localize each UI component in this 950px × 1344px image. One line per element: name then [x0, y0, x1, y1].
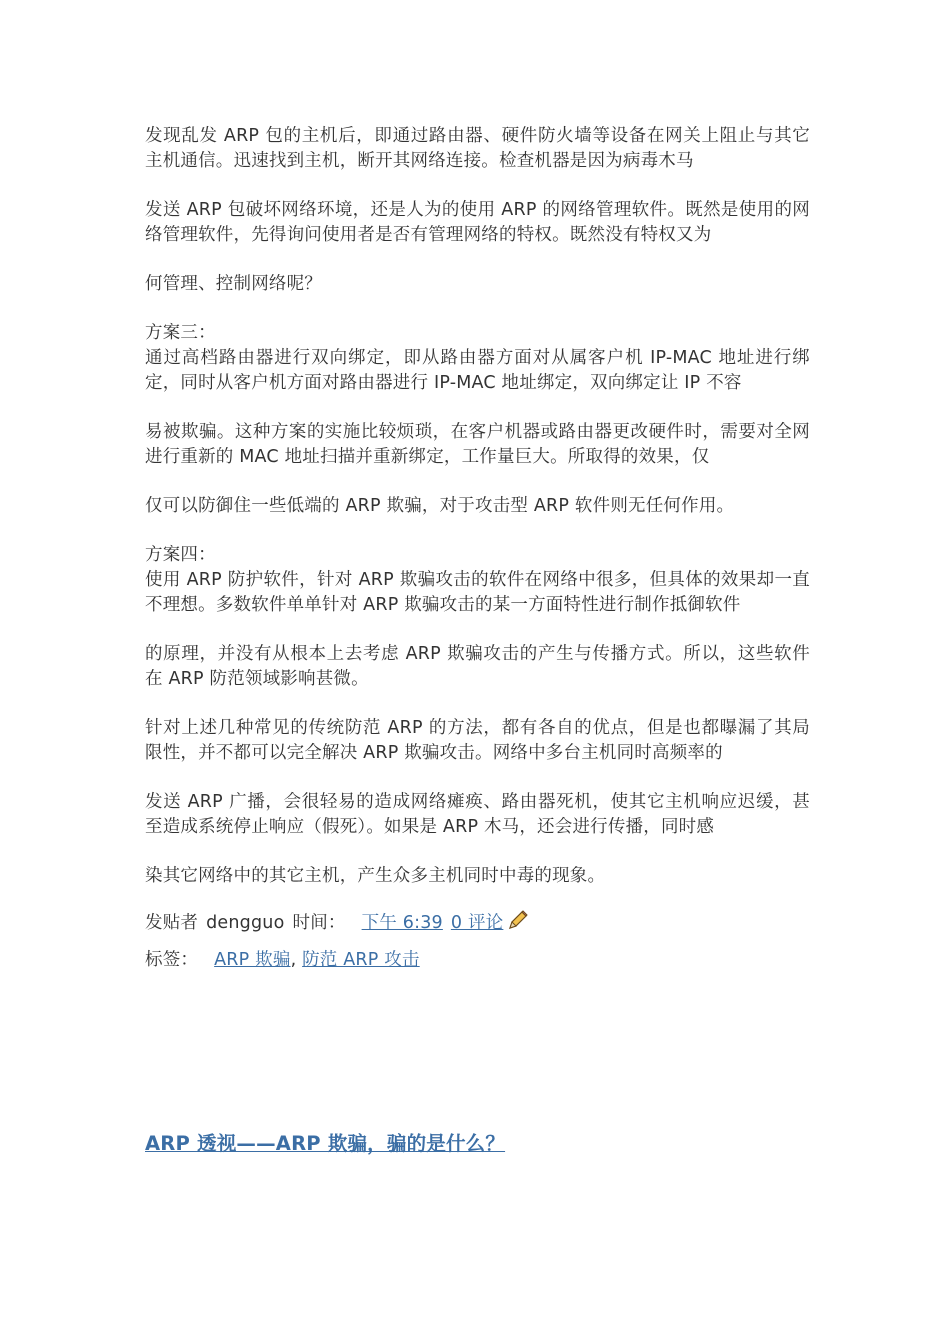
post-footer-line	[145, 909, 810, 936]
post-time-link[interactable]: 下午 6:39	[361, 913, 443, 933]
tag-link[interactable]: ARP 欺骗	[214, 950, 291, 970]
comments-link[interactable]: 0 评论	[450, 913, 504, 933]
paragraph: 使用 ARP 防护软件，针对 ARP 欺骗攻击的软件在网络中很多，但具体的效果却一直不理想。多数软件单单针对 ARP 欺骗攻击的某一方面特性进行制作抵御软件	[145, 570, 810, 615]
paragraph: 发送 ARP 广播，会很轻易的造成网络瘫痪、路由器死机，使其它主机响应迟缓，甚至造成系统停止响应（假死）。如果是 ARP 木马，还会进行传播，同时感	[145, 792, 810, 837]
paragraph: 何管理、控制网络呢？	[145, 274, 322, 294]
posted-by-label: 发贴者	[145, 913, 199, 933]
pencil-icon[interactable]	[507, 909, 529, 931]
post-labels-line: 标签： ARP 欺骗, 防范 ARP 攻击	[145, 950, 420, 970]
post-body	[145, 124, 810, 973]
paragraph: 仅可以防御住一些低端的 ARP 欺骗，对于攻击型 ARP 软件则无任何作用。	[145, 496, 735, 516]
paragraph: 发现乱发 ARP 包的主机后，即通过路由器、硬件防火墙等设备在网关上阻止与其它主机通信。迅速找到主机，断开其网络连接。检查机器是因为病毒木马	[145, 126, 810, 171]
post-author: dengguo	[206, 913, 285, 933]
time-label: 时间：	[292, 913, 346, 933]
paragraph: 的原理，并没有从根本上去考虑 ARP 欺骗攻击的产生与传播方式。所以，这些软件在 ARP 防范领域影响甚微。	[145, 644, 810, 689]
section-heading: 方案三：	[145, 323, 216, 343]
paragraph: 通过高档路由器进行双向绑定，即从路由器方面对从属客户机 IP-MAC 地址进行绑定，同时从客户机方面对路由器进行 IP-MAC 地址绑定，双向绑定让 IP 不容	[145, 348, 810, 393]
labels-label: 标签：	[145, 950, 199, 970]
tag-link[interactable]: 防范 ARP 攻击	[302, 950, 420, 970]
section-heading: 方案四：	[145, 545, 216, 565]
paragraph: 染其它网络中的其它主机，产生众多主机同时中毒的现象。	[145, 866, 606, 886]
paragraph: 易被欺骗。这种方案的实施比较烦琐，在客户机器或路由器更改硬件时，需要对全网进行重新的 MAC 地址扫描并重新绑定，工作量巨大。所取得的效果，仅	[145, 422, 810, 467]
next-post-title-link[interactable]: ARP 透视——ARP 欺骗，骗的是什么？	[145, 1132, 506, 1155]
paragraph: 发送 ARP 包破坏网络环境，还是人为的使用 ARP 的网络管理软件。既然是使用的网络管理软件，先得询问使用者是否有管理网络的特权。既然没有特权又为	[145, 200, 810, 245]
paragraph: 针对上述几种常见的传统防范 ARP 的方法，都有各自的优点，但是也都曝漏了其局限性，并不都可以完全解决 ARP 欺骗攻击。网络中多台主机同时高频率的	[145, 718, 810, 763]
